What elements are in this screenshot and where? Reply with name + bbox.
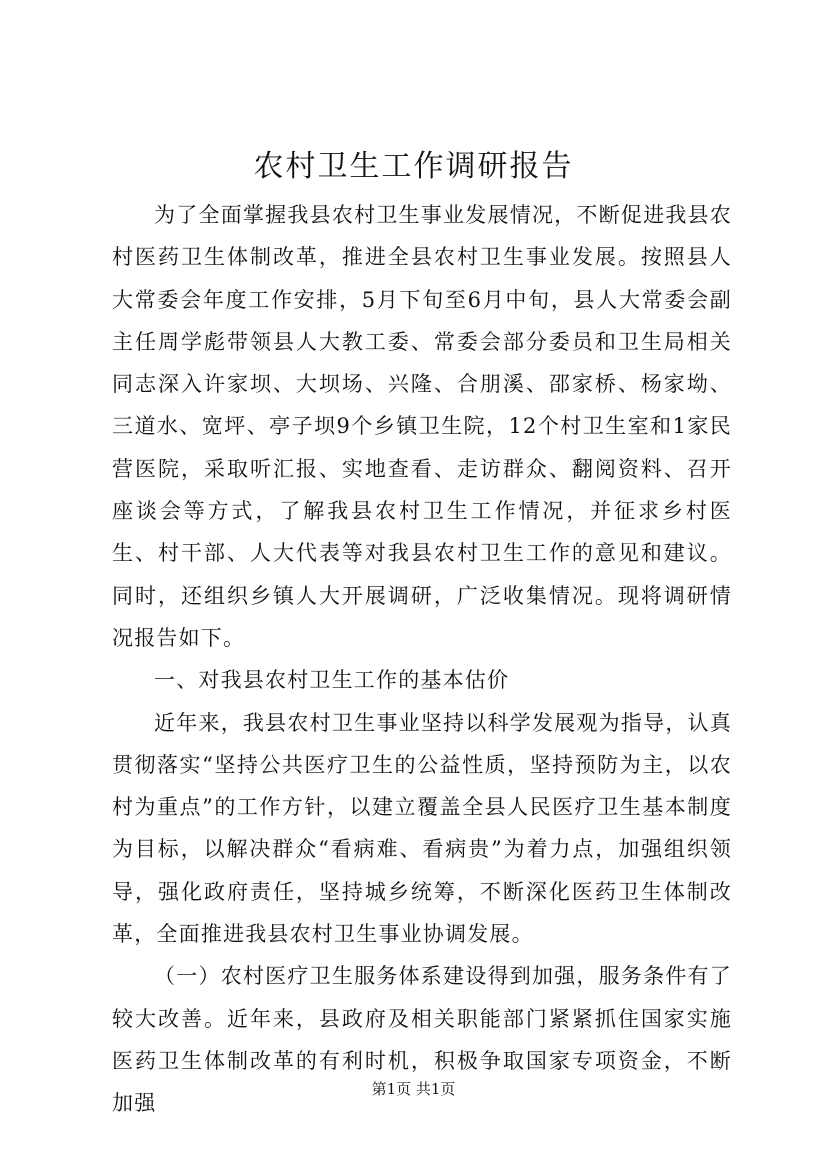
document-title: 农村卫生工作调研报告 <box>253 149 574 184</box>
paragraph-service-system: （一）农村医疗卫生服务体系建设得到加强，服务条件有了较大改善。近年来，县政府及相关职能部门紧紧抓住国家实施医药卫生体制改革的有利时机，积极争取国家专项资金，不断加强 <box>112 964 732 1116</box>
page-footer: 第1页 共1页 <box>371 1080 456 1098</box>
paragraph-intro: 为了全面掌握我县农村卫生事业发展情况，不断促进我县农村医药卫生体制改革，推进全县农村卫生事业发展。按照县人大常委会年度工作安排，5月下旬至6月中旬，县人大常委会副主任周学彪带领县人大教工委、常委会部分委员和卫生局相关同志深入许家坝、大坝场、兴隆、合朋溪、邵家桥、杨家坳、三道水、宽坪、亭子坝9个乡镇卫生院，12个村卫生室和1家民营医院，采取听汇报、实地查看、走访群众、翻阅资料、召开座谈会等方式，了解我县农村卫生工作情况，并征求乡村医生、村干部、人大代表等对我县农村卫生工作的意见和建议。同时，还组织乡镇人大开展调研，广泛收集情况。现将调研情况报告如下。 <box>112 203 732 650</box>
section-heading-1: 一、对我县农村卫生工作的基本估价 <box>154 668 510 693</box>
document-body <box>112 194 732 1125</box>
paragraph-overview: 近年来，我县农村卫生事业坚持以科学发展观为指导，认真贯彻落实“坚持公共医疗卫生的公益性质，坚持预防为主，以农村为重点”的工作方针，以建立覆盖全县人民医疗卫生基本制度为目标，以解决群众“看病难、看病贵”为着力点，加强组织领导，强化政府责任，坚持城乡统筹，不断深化医药卫生体制改革，全面推进我县农村卫生事业协调发展。 <box>112 710 732 947</box>
